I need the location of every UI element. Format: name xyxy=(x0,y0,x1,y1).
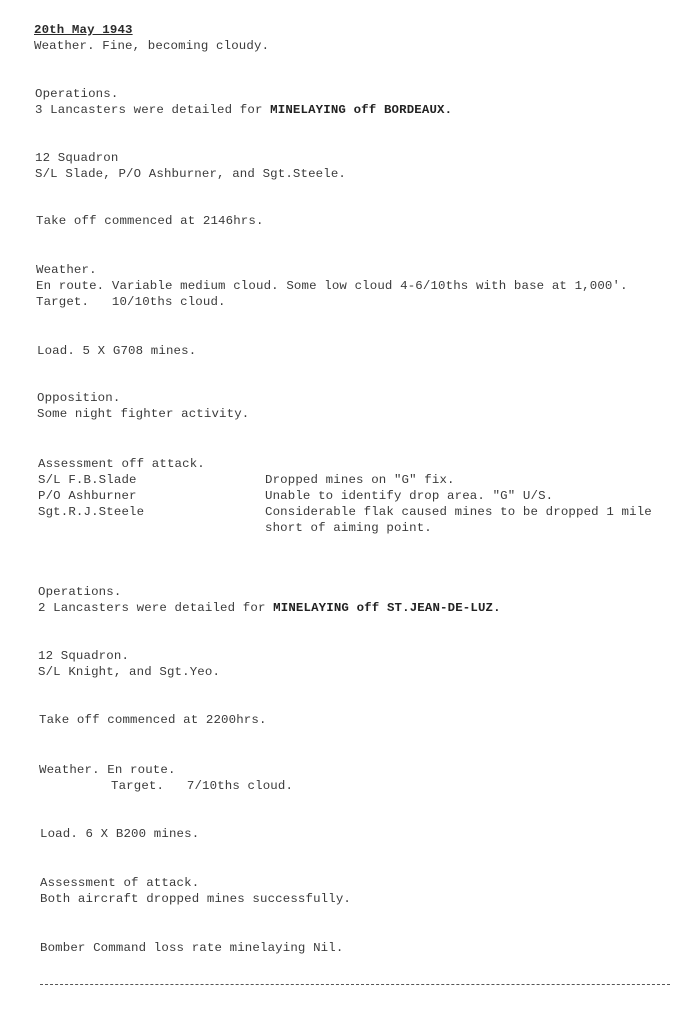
op2-weather-target: Target. 7/10ths cloud. xyxy=(111,779,294,793)
op1-load: Load. 5 X G708 mines. xyxy=(37,344,197,358)
op1-detail-prefix: 3 Lancasters were detailed for xyxy=(35,103,271,117)
op2-detail-prefix: 2 Lancasters were detailed for xyxy=(38,601,274,615)
op1-takeoff: Take off commenced at 2146hrs. xyxy=(36,214,264,228)
op1-opposition-text: Some night fighter activity. xyxy=(37,407,250,421)
assessment-result: Considerable flak caused mines to be dropped 1 mile xyxy=(265,505,652,519)
op2-detail-target: MINELAYING off ST.JEAN-DE-LUZ. xyxy=(273,601,501,615)
op2-assessment-heading: Assessment of attack. xyxy=(40,876,200,890)
op2-load: Load. 6 X B200 mines. xyxy=(40,827,200,841)
op2-takeoff: Take off commenced at 2200hrs. xyxy=(39,713,267,727)
weather-summary: Weather. Fine, becoming cloudy. xyxy=(34,39,270,53)
assessment-result: Unable to identify drop area. "G" U/S. xyxy=(265,489,554,503)
op2-crews: S/L Knight, and Sgt.Yeo. xyxy=(38,665,221,679)
op1-detail-target: MINELAYING off BORDEAUX. xyxy=(270,103,453,117)
assessment-crew: Sgt.R.J.Steele xyxy=(38,505,145,519)
op1-weather-enroute: En route. Variable medium cloud. Some low cloud 4-6/10ths with base at 1,000'. xyxy=(36,279,628,293)
op2-detail xyxy=(38,600,501,616)
op1-heading: Operations. xyxy=(35,87,119,101)
loss-rate: Bomber Command loss rate minelaying Nil. xyxy=(40,941,344,955)
assessment-result: Dropped mines on "G" fix. xyxy=(265,473,455,487)
op2-heading: Operations. xyxy=(38,585,122,599)
assessment-result-continued: short of aiming point. xyxy=(265,521,432,535)
entry-date: 20th May 1943 xyxy=(34,23,133,37)
op1-crews: S/L Slade, P/O Ashburner, and Sgt.Steele. xyxy=(35,167,347,181)
op1-opposition-heading: Opposition. xyxy=(37,391,121,405)
assessment-crew: P/O Ashburner xyxy=(38,489,137,503)
op1-squadron: 12 Squadron xyxy=(35,151,119,165)
op2-squadron: 12 Squadron. xyxy=(38,649,130,663)
op1-weather-target: Target. 10/10ths cloud. xyxy=(36,295,226,309)
op1-detail xyxy=(35,102,452,118)
op2-assessment-text: Both aircraft dropped mines successfully. xyxy=(40,892,352,906)
op1-assessment-heading: Assessment off attack. xyxy=(38,457,205,471)
op1-weather-heading: Weather. xyxy=(36,263,97,277)
dashed-divider xyxy=(40,984,670,985)
assessment-crew: S/L F.B.Slade xyxy=(38,473,137,487)
op2-weather-line: Weather. En route. xyxy=(39,763,176,777)
